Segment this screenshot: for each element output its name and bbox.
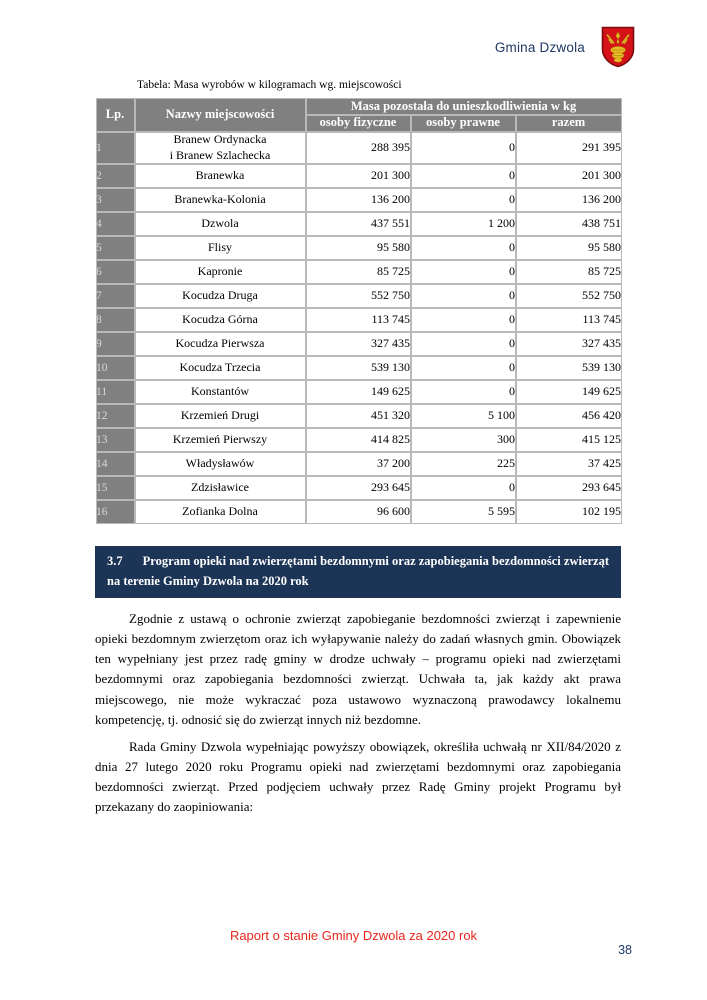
cell-locality: Kocudza Druga [135,284,306,308]
cell-fizyczne: 113 745 [306,308,411,332]
cell-lp: 10 [96,356,135,380]
cell-razem: 37 425 [516,452,622,476]
section-title: Program opieki nad zwierzętami bezdomnymi oraz zapobiegania bezdomności zwierząt na terenie Gminy Dzwola na 2020 rok [107,554,609,588]
cell-razem: 85 725 [516,260,622,284]
cell-locality: Władysławów [135,452,306,476]
cell-lp: 12 [96,404,135,428]
table-body [96,132,622,524]
cell-fizyczne: 327 435 [306,332,411,356]
cell-lp: 8 [96,308,135,332]
cell-prawne: 0 [411,260,516,284]
table-row [96,164,622,188]
cell-razem: 201 300 [516,164,622,188]
cell-prawne: 0 [411,284,516,308]
paragraph-2: Rada Gminy Dzwola wypełniając powyższy obowiązek, określiła uchwałą nr XII/84/2020 z dnia 27 lutego 2020 roku Programu opieki nad zwierzętami bezdomnymi oraz zapobiegania bezdomności zwierząt. Przed podjęciem uchwały przez Radę Gminy projekt Programu był przekazany do zaopiniowania: [95,738,621,815]
col-header-locality: Nazwy miejscowości [135,98,306,131]
cell-razem: 136 200 [516,188,622,212]
cell-fizyczne: 85 725 [306,260,411,284]
cell-locality: Zofianka Dolna [135,500,306,524]
col-header-mass-group: Masa pozostała do unieszkodliwienia w kg [306,98,622,115]
table-row [96,236,622,260]
page-title: Gmina Dzwola [494,39,585,55]
cell-locality: Zdzisławice [135,476,306,500]
table-row [96,476,622,500]
cell-locality: Kocudza Pierwsza [135,332,306,356]
table-row [96,132,622,164]
cell-lp: 11 [96,380,135,404]
page-number: 38 [618,943,632,957]
cell-razem: 539 130 [516,356,622,380]
cell-locality: Branew Ordynacka i Branew Szlachecka [135,132,306,164]
cell-locality: Branewka-Kolonia [135,188,306,212]
footer-note: Raport o stanie Gminy Dzwola za 2020 rok [229,928,478,943]
cell-prawne: 0 [411,236,516,260]
cell-fizyczne: 201 300 [306,164,411,188]
cell-razem: 102 195 [516,500,622,524]
cell-prawne: 0 [411,308,516,332]
cell-lp: 13 [96,428,135,452]
section-number: 3.7 [107,554,123,569]
cell-prawne: 0 [411,188,516,212]
table-row [96,500,622,524]
cell-prawne: 0 [411,132,516,164]
table-head [96,98,622,131]
table-row [96,380,622,404]
cell-prawne: 225 [411,452,516,476]
cell-locality: Branewka [135,164,306,188]
cell-lp: 3 [96,188,135,212]
col-header-legal-entities: osoby prawne [411,115,516,132]
cell-fizyczne: 293 645 [306,476,411,500]
cell-prawne: 0 [411,356,516,380]
document-content [95,0,621,817]
col-header-lp: Lp. [96,98,135,131]
table-header-row-top [96,98,622,115]
cell-locality: Krzemień Drugi [135,404,306,428]
cell-fizyczne: 288 395 [306,132,411,164]
cell-fizyczne: 136 200 [306,188,411,212]
col-header-total: razem [516,115,622,132]
cell-fizyczne: 437 551 [306,212,411,236]
cell-prawne: 5 595 [411,500,516,524]
cell-razem: 291 395 [516,132,622,164]
cell-fizyczne: 539 130 [306,356,411,380]
cell-fizyczne: 552 750 [306,284,411,308]
cell-razem: 456 420 [516,404,622,428]
col-header-individuals: osoby fizyczne [306,115,411,132]
cell-lp: 5 [96,236,135,260]
cell-razem: 438 751 [516,212,622,236]
table-row [96,428,622,452]
cell-lp: 6 [96,260,135,284]
cell-razem: 415 125 [516,428,622,452]
cell-prawne: 300 [411,428,516,452]
cell-prawne: 0 [411,164,516,188]
cell-razem: 149 625 [516,380,622,404]
cell-lp: 1 [96,132,135,164]
cell-locality: Kocudza Górna [135,308,306,332]
cell-fizyczne: 414 825 [306,428,411,452]
table-row [96,332,622,356]
cell-lp: 16 [96,500,135,524]
cell-lp: 15 [96,476,135,500]
table-row [96,308,622,332]
cell-locality: Krzemień Pierwszy [135,428,306,452]
cell-lp: 7 [96,284,135,308]
cell-locality: Flisy [135,236,306,260]
section-heading-bar [95,546,621,598]
waste-mass-table [95,98,622,524]
cell-fizyczne: 451 320 [306,404,411,428]
table-row [96,452,622,476]
paragraph-1: Zgodnie z ustawą o ochronie zwierząt zapobieganie bezdomności zwierząt i zapewnienie opieki bezdomnym zwierzętom oraz ich wyłapywanie należy do zadań własnych gmin. Obowiązek ten wypełniany jest przez radę gminy w drodze uchwały – programu opieki nad zwierzętami bezdomnymi oraz zapobiegania bezdomności zwierząt. Uchwała ta, jak każdy akt prawa miejscowego, nie może wykraczać poza ustawowo wyznaczoną prawodawcy lokalnemu kompetencję, tj. odnosić się do zwierząt innych niż bezdomne. [95,610,621,727]
cell-prawne: 1 200 [411,212,516,236]
cell-razem: 327 435 [516,332,622,356]
table-row [96,188,622,212]
cell-razem: 95 580 [516,236,622,260]
cell-prawne: 0 [411,332,516,356]
table-row [96,284,622,308]
cell-razem: 293 645 [516,476,622,500]
table-caption: Tabela: Masa wyrobów w kilogramach wg. miejscowości [137,79,402,91]
cell-fizyczne: 96 600 [306,500,411,524]
cell-fizyczne: 95 580 [306,236,411,260]
cell-fizyczne: 149 625 [306,380,411,404]
cell-locality: Kapronie [135,260,306,284]
table-row [96,404,622,428]
cell-prawne: 5 100 [411,404,516,428]
table-row [96,260,622,284]
cell-lp: 9 [96,332,135,356]
cell-lp: 4 [96,212,135,236]
cell-razem: 113 745 [516,308,622,332]
cell-prawne: 0 [411,380,516,404]
cell-fizyczne: 37 200 [306,452,411,476]
table-row [96,356,622,380]
cell-lp: 2 [96,164,135,188]
cell-locality: Kocudza Trzecia [135,356,306,380]
cell-locality: Konstantów [135,380,306,404]
cell-razem: 552 750 [516,284,622,308]
table-row [96,212,622,236]
cell-locality: Dzwola [135,212,306,236]
cell-prawne: 0 [411,476,516,500]
cell-lp: 14 [96,452,135,476]
